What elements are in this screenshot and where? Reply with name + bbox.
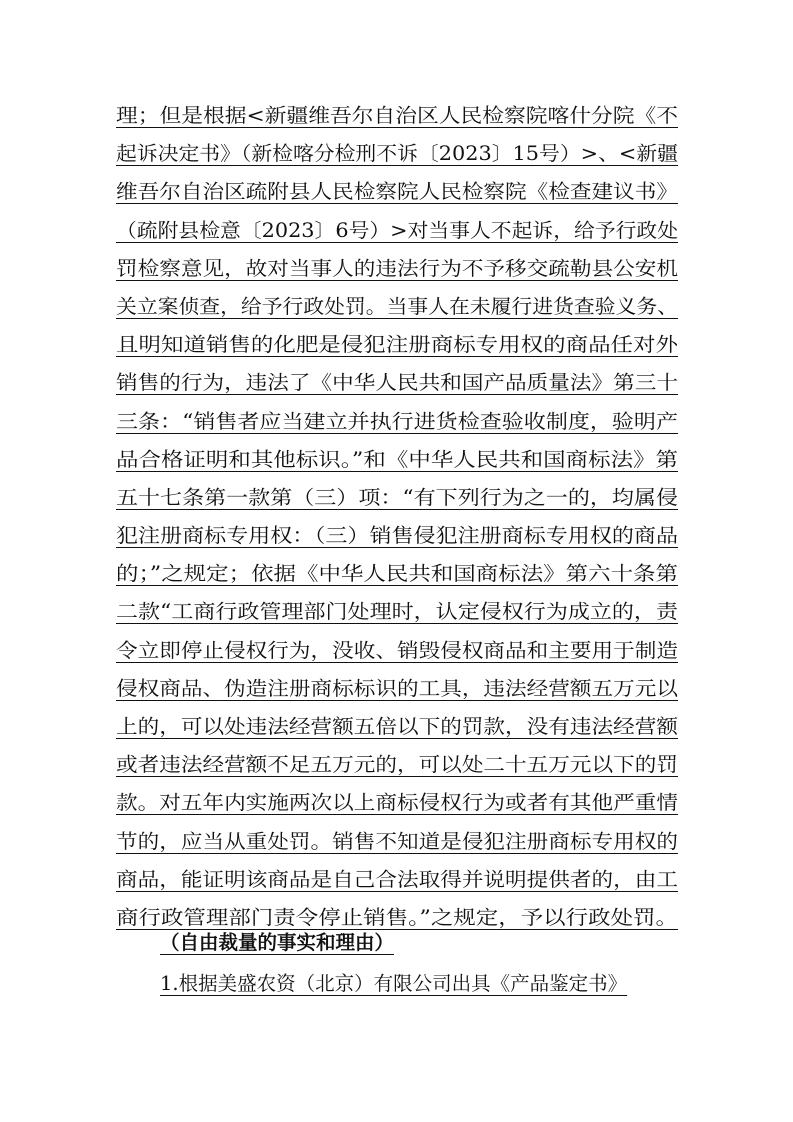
text-line [116,364,678,402]
text-line-content: 品合格证明和其他标识。”和《中华人民共和国商标法》第 [116,447,679,471]
text-line-content: 款。对五年内实施两次以上商标侵权行为或者有其他严重情 [116,791,678,815]
text-line [116,708,678,746]
section-heading: （自由裁量的事实和理由） [160,931,395,954]
text-line [116,212,678,250]
text-line [116,288,678,326]
text-line [116,823,678,861]
next-paragraph-start: 1.根据美盛农资（北京）有限公司出具《产品鉴定书》 [160,972,628,995]
text-line [116,593,678,631]
text-line-content: 节的，应当从重处罚。销售不知道是侵犯注册商标专用权的 [116,829,678,853]
text-line [116,135,678,173]
text-line-content: 理；但是根据<新疆维吾尔自治区人民检察院喀什分院《不 [116,104,678,127]
text-line [116,632,678,670]
text-line-content: 三条：“销售者应当建立并执行进货检查验收制度，验明产 [116,409,679,433]
text-line-content: 五十七条第一款第（三）项：“有下列行为之一的，均属侵 [116,485,679,509]
text-line-content: 且明知道销售的化肥是侵犯注册商标专用权的商品任对外 [116,333,679,357]
text-line [116,784,678,822]
text-line [116,670,678,708]
text-line-content: 关立案侦查，给予行政处罚。当事人在未履行进货查验义务、 [116,294,679,318]
text-line-content: 上的，可以处违法经营额五倍以下的罚款，没有违法经营额 [116,715,678,738]
body-paragraph [116,97,678,937]
text-line-content: 销售的行为，违法了《中华人民共和国产品质量法》第三十 [116,371,678,395]
text-line-content: 维吾尔自治区疏附县人民检察院人民检察院《检查建议书》 [116,180,678,204]
text-line-content: 二款“工商行政管理部门处理时，认定侵权行为成立的，责 [116,600,679,624]
text-line [116,97,678,135]
text-line [116,861,678,899]
text-line [116,173,678,211]
text-line-content: 侵权商品、伪造注册商标标识的工具，违法经营额五万元以 [116,676,678,700]
text-line-content: 令立即停止侵权行为，没收、销毁侵权商品和主要用于制造 [116,638,678,662]
text-line-content: 罚检察意见，故对当事人的违法行为不予移交疏勒县公安机 [116,256,678,280]
text-line [116,250,678,288]
text-line-content: 商品，能证明该商品是自己合法取得并说明提供者的，由工 [116,867,678,891]
text-line-content: 的；”之规定；依据《中华人民共和国商标法》第六十条第 [116,562,679,586]
text-line [116,403,678,441]
text-line [116,479,678,517]
text-line [116,746,678,784]
text-line-content: 起诉决定书》（新检喀分检刑不诉〔2023〕15号）>、<新疆 [116,142,679,166]
text-line-content: 或者违法经营额不足五万元的，可以处二十五万元以下的罚 [116,753,678,777]
text-line-content: 犯注册商标专用权：（三）销售侵犯注册商标专用权的商品 [116,524,679,548]
text-line [116,441,678,479]
text-line-content: （疏附县检意〔2023〕6号）>对当事人不起诉，给予行政处 [116,218,679,242]
text-line-content: 商行政管理部门责令停止销售。”之规定，予以行政处罚。 [116,905,679,929]
text-line [116,555,678,593]
text-line [116,517,678,555]
text-line [116,326,678,364]
